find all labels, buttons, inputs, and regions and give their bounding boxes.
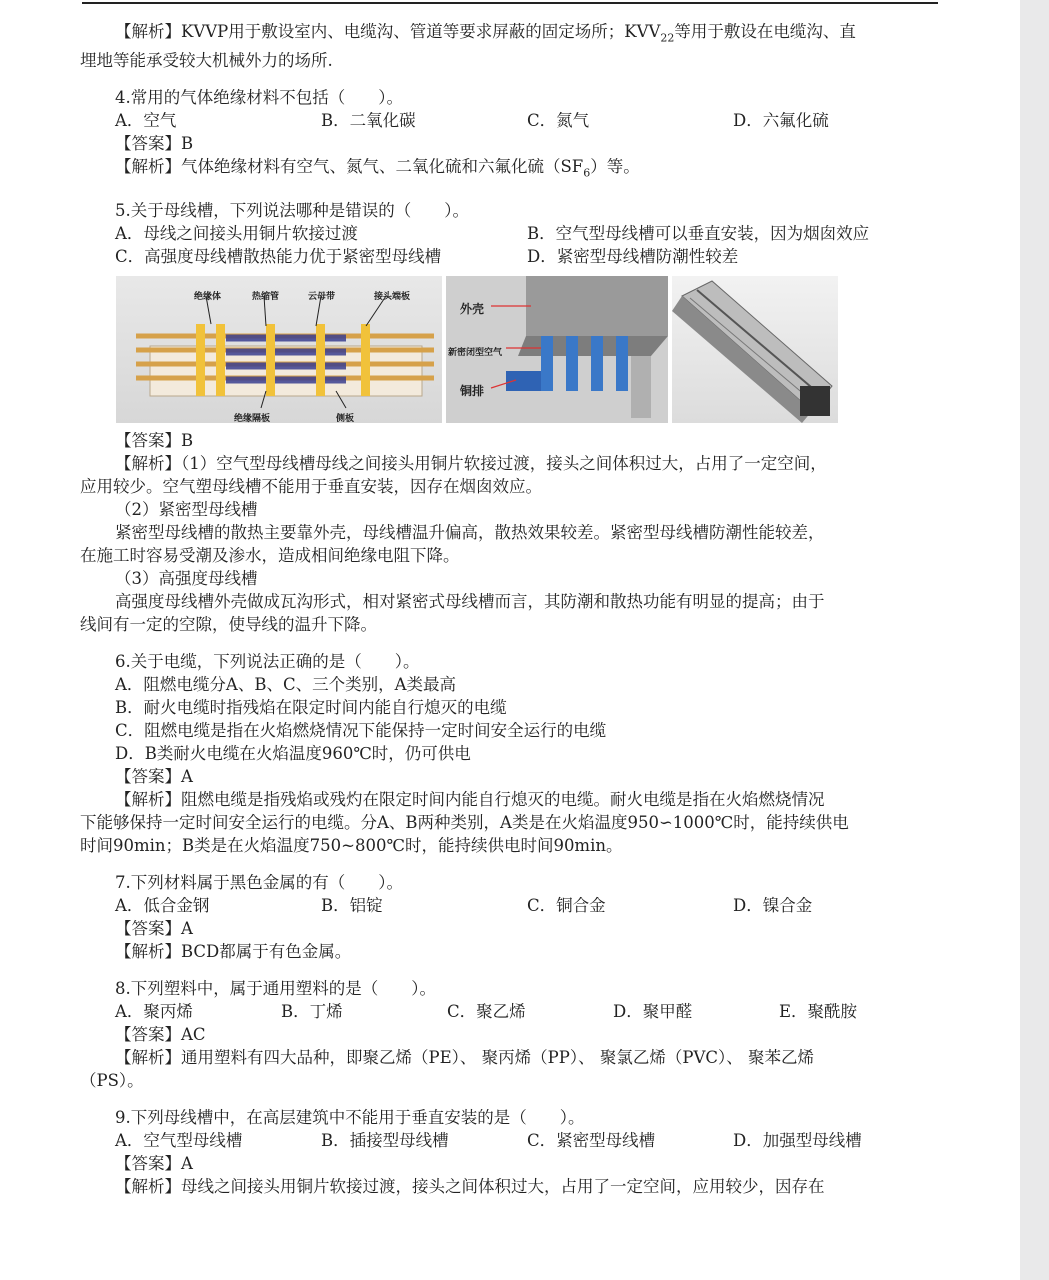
label-partition: 绝缘隔板 [234,413,271,423]
option-d: D．镍合金 [733,895,813,915]
busway-product-image [672,276,838,423]
question-6-explanation: 下能够保持一定时间安全运行的电缆。分A、B两种类别，A类是在火焰温度950∽1000℃时，能持续供电 [80,812,849,832]
option-a: A．阻燃电缆分A、B、C、三个类别，A类最高 [115,674,456,694]
option-b: B．空气型母线槽可以垂直安装，因为烟囱效应 [527,223,870,243]
question-7-answer: 【答案】A [115,918,193,938]
prev-explanation-line: 【解析】KVVP用于敷设室内、电缆沟、管道等要求屏蔽的固定场所；$KVV_{22}$等用于敷设在电缆沟、直 [115,22,856,45]
option-a: A．低合金钢 [115,895,210,915]
section-heading: （2）紧密型母线槽 [115,499,258,519]
question-9-explanation: 【解析】母线之间接头用铜片软接过渡，接头之间体积过大，占用了一定空间，应用较少，因存在 [115,1176,825,1196]
header-rule [82,2,938,4]
question-9-answer: 【答案】A [115,1153,193,1173]
option-b: B．耐火电缆时指残焰在限定时间内能自行熄灭的电缆 [115,697,507,717]
option-d: D．加强型母线槽 [733,1130,862,1150]
question-5-stem: 5.关于母线槽，下列说法哪种是错误的（ ）。 [115,200,469,220]
option-d: D．聚甲醛 [613,1001,693,1021]
option-a: A．空气型母线槽 [115,1130,243,1150]
option-b: B．插接型母线槽 [321,1130,449,1150]
question-5-options-row2 [80,245,940,268]
question-8-options [80,1000,940,1023]
label-shell: 外壳 [460,301,485,316]
question-9-stem: 9.下列母线槽中，在高层建筑中不能用于垂直安装的是（ ）。 [115,1107,585,1127]
option-a: A．母线之间接头用铜片软接过渡 [115,223,358,243]
option-d: D．B类耐火电缆在火焰温度960℃时，仍可供电 [115,743,471,763]
question-4-answer: 【答案】B [115,134,194,154]
option-d: D．六氟化硫 [733,111,829,131]
question-9-options [80,1129,940,1152]
busway-figures [116,276,940,423]
question-6-stem: 6.关于电缆，下列说法正确的是（ ）。 [115,651,420,671]
label-insulator: 绝缘体 [194,291,222,302]
paragraph: 高强度母线槽外壳做成瓦沟形式，相对紧密式母线槽而言，其防潮和散热功能有明显的提高；由于 [115,591,825,611]
question-8-answer: 【答案】AC [115,1024,206,1044]
question-7-stem: 7.下列材料属于黑色金属的有（ ）。 [115,872,403,892]
option-b: B．二氧化碳 [321,111,416,131]
option-c: C．阻燃电缆是指在火焰燃烧情况下能保持一定时间安全运行的电缆 [115,720,607,740]
question-5-explanation: 【解析】（1）空气型母线槽母线之间接头用铜片软接过渡，接头之间体积过大，占用了一定空间， [115,453,827,473]
label-side-plate: 侧板 [336,413,355,423]
option-b: B．丁烯 [281,1001,343,1021]
section-heading: （3）高强度母线槽 [115,568,258,588]
air-busway-image [446,276,668,423]
option-c: C．紧密型母线槽 [527,1130,656,1150]
question-8-stem: 8.下列塑料中，属于通用塑料的是（ ）。 [115,978,436,998]
option-e: E．聚酰胺 [779,1001,858,1021]
question-7-explanation: 【解析】BCD都属于有色金属。 [115,941,352,961]
question-8-explanation: （PS）。 [80,1070,144,1090]
question-5-answer: 【答案】B [115,430,194,450]
question-4-stem: 4.常用的气体绝缘材料不包括（ ）。 [115,88,403,108]
question-6-explanation: 【解析】阻燃电缆是指残焰或残灼在限定时间内能自行熄灭的电缆。耐火电缆是指在火焰燃烧情况 [115,789,825,809]
label-joint-plate: 接头端板 [374,291,411,302]
question-4-explanation: 【解析】气体绝缘材料有空气、氮气、二氧化硫和六氟化硫$(SF_6)$等。 [115,157,640,180]
label-heat-shrink: 热缩管 [252,291,280,302]
option-c: C．高强度母线槽散热能力优于紧密型母线槽 [115,246,442,266]
option-c: C．氮气 [527,111,590,131]
option-d: D．紧密型母线槽防潮性较差 [527,246,739,266]
document-body [80,20,940,1198]
question-8-explanation: 【解析】通用塑料有四大品种，即聚乙烯（PE）、 聚丙烯（PP）、 聚氯乙烯（PVC）、 聚苯乙烯 [115,1047,814,1067]
label-air-gap: 新密闭型空气 [448,347,503,358]
question-4-options [80,109,940,132]
option-c: C．聚乙烯 [447,1001,526,1021]
question-7-options [80,894,940,917]
page-right-margin [1020,0,1049,1280]
question-6-explanation: 时间90min；B类是在火焰温度750~800℃时，能持续供电时间90min。 [80,835,623,855]
prev-explanation-line: 埋地等能承受较大机械外力的场所. [80,51,333,71]
paragraph: 线间有一定的空隙，使导线的温升下降。 [80,614,377,634]
busway-product-drawing [672,276,838,423]
busway-cross-section-image [116,276,442,423]
option-b: B．铝锭 [321,895,383,915]
question-5-options-row1 [80,222,940,245]
option-c: C．铜合金 [527,895,606,915]
paragraph: 在施工时容易受潮及渗水，造成相间绝缘电阻下降。 [80,545,460,565]
question-6-answer: 【答案】A [115,766,193,786]
paragraph: 紧密型母线槽的散热主要靠外壳，母线槽温升偏高，散热效果较差。紧密型母线槽防潮性能较差， [115,522,825,542]
label-mica-tape: 云母带 [308,291,336,302]
option-a: A．聚丙烯 [115,1001,193,1021]
question-5-explanation: 应用较少。空气塑母线槽不能用于垂直安装，因存在烟囱效应。 [80,476,542,496]
label-copper-bar: 铜排 [460,383,485,398]
option-a: A．空气 [115,111,177,131]
